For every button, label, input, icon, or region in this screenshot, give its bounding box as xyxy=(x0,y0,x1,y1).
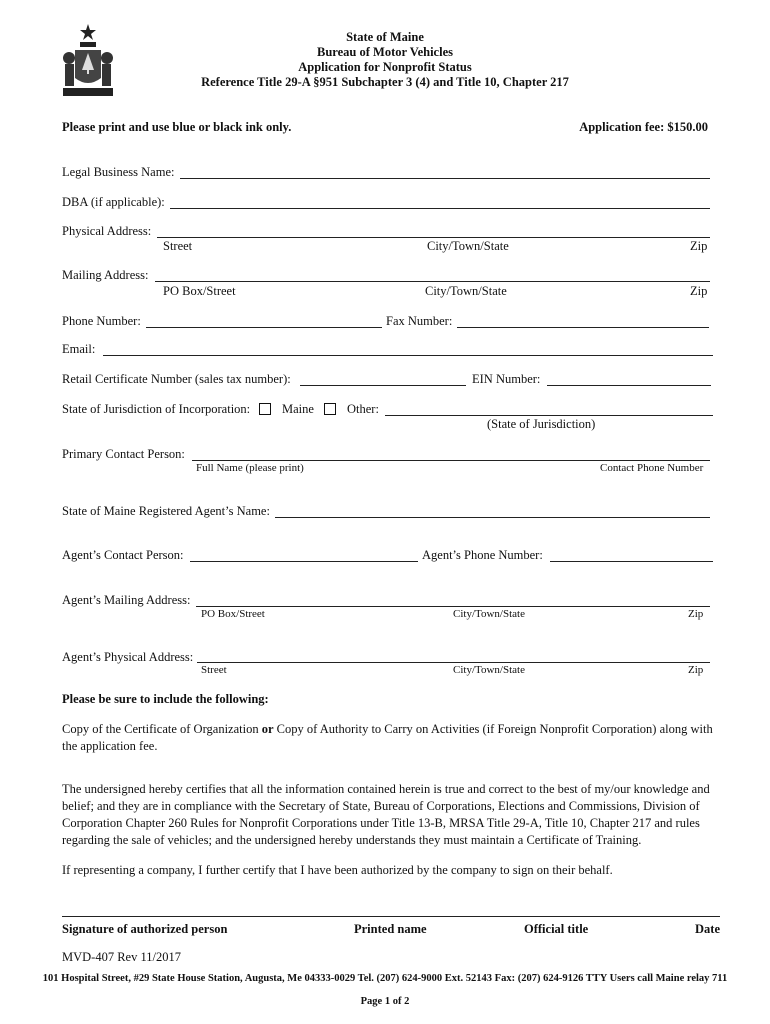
agent-contact-label: Agent’s Contact Person: xyxy=(62,548,184,562)
include-requirements xyxy=(62,721,716,755)
agent-physical-field[interactable] xyxy=(197,662,710,663)
header-bureau: Bureau of Motor Vehicles xyxy=(317,45,453,59)
header-title: State of Maine xyxy=(346,30,424,44)
agent-physical-label: Agent’s Physical Address: xyxy=(62,650,194,664)
company-authorization: If representing a company, I further certify that I have been authorized by the company to sign on their behalf. xyxy=(62,863,613,877)
header-reference: Reference Title 29-A §951 Subchapter 3 (4) and Title 10, Chapter 217 xyxy=(201,75,569,89)
legal-name-label: Legal Business Name: xyxy=(62,165,175,179)
fax-label: Fax Number: xyxy=(386,314,453,328)
primary-contact-label: Primary Contact Person: xyxy=(62,447,185,461)
date-caption: Date xyxy=(695,922,720,936)
primary-contact-field[interactable] xyxy=(192,460,710,461)
header-form-title: Application for Nonprofit Status xyxy=(298,60,472,74)
email-field[interactable] xyxy=(103,355,713,356)
mailing-city-caption: City/Town/State xyxy=(425,284,507,298)
certification-paragraph: The undersigned hereby certifies that all the information contained herein is true and correct to the best of my/our knowledge and belief; and they are in compliance with the Secretary of State, Bureau of Corporations, Elections and Commissions, Division of Corporation Chapter 260 Rules for Nonprofit Corporations under Title 13-B, MRSA Title 29-A, Title 10, Chapter 217 and rules regarding the sale of vehicles; and the undersigned hereby understands they must maintain a Certificate of Training. xyxy=(62,782,710,847)
fax-field[interactable] xyxy=(457,327,709,328)
mailing-pobox-caption: PO Box/Street xyxy=(163,284,236,298)
form-id: MVD-407 Rev 11/2017 xyxy=(62,950,181,964)
ink-instructions: Please print and use blue or black ink only. xyxy=(62,120,292,134)
state-of-jurisdiction-caption: (State of Jurisdiction) xyxy=(487,417,596,431)
mailing-zip-caption: Zip xyxy=(690,284,708,298)
mailing-address-label: Mailing Address: xyxy=(62,268,149,282)
email-label: Email: xyxy=(62,342,96,356)
phone-label: Phone Number: xyxy=(62,314,141,328)
agent-mailing-label: Agent’s Mailing Address: xyxy=(62,593,191,607)
legal-name-field[interactable] xyxy=(180,178,710,179)
retail-cert-label: Retail Certificate Number (sales tax number): xyxy=(62,372,291,386)
footer-address: 101 Hospital Street, #29 State House Station, Augusta, Me 04333-0029 Tel. (207) 624-9000 Ext. 52143 Fax: (207) 624-9126 TTY Users call Maine relay 711 xyxy=(42,973,728,984)
signature-caption: Signature of authorized person xyxy=(62,922,228,936)
maine-state-seal xyxy=(60,22,116,98)
other-checkbox[interactable] xyxy=(324,403,336,415)
agent-mailing-zip-caption: Zip xyxy=(688,608,704,620)
agent-mailing-pobox-caption: PO Box/Street xyxy=(201,608,265,620)
phone-field[interactable] xyxy=(146,327,382,328)
ein-field[interactable] xyxy=(547,385,711,386)
agent-physical-city-caption: City/Town/State xyxy=(453,664,525,676)
page-number: Page 1 of 2 xyxy=(360,996,410,1007)
dba-label: DBA (if applicable): xyxy=(62,195,165,209)
agent-physical-zip-caption: Zip xyxy=(688,664,704,676)
retail-cert-field[interactable] xyxy=(300,385,466,386)
agent-contact-field[interactable] xyxy=(190,561,418,562)
other-option-label: Other: xyxy=(347,402,379,416)
maine-checkbox[interactable] xyxy=(259,403,271,415)
include-text-or: or xyxy=(261,722,274,736)
signature-line[interactable] xyxy=(62,916,720,917)
physical-zip-caption: Zip xyxy=(690,239,708,253)
jurisdiction-label: State of Jurisdiction of Incorporation: xyxy=(62,402,251,416)
full-name-caption: Full Name (please print) xyxy=(196,462,304,474)
physical-address-field[interactable] xyxy=(157,237,710,238)
include-heading: Please be sure to include the following: xyxy=(62,692,269,706)
agent-mailing-city-caption: City/Town/State xyxy=(453,608,525,620)
maine-option-label: Maine xyxy=(282,402,314,416)
official-title-caption: Official title xyxy=(524,922,589,936)
agent-phone-field[interactable] xyxy=(550,561,713,562)
application-fee: Application fee: $150.00 xyxy=(579,120,708,134)
contact-phone-caption: Contact Phone Number xyxy=(600,462,704,474)
mailing-address-field[interactable] xyxy=(155,281,710,282)
printed-name-caption: Printed name xyxy=(354,922,427,936)
agent-name-field[interactable] xyxy=(275,517,710,518)
include-text-end: Copy of Authority to Carry on Activities (if Foreign Nonprofit Corporation) along with the application fee. xyxy=(62,722,713,753)
agent-phone-label: Agent’s Phone Number: xyxy=(422,548,543,562)
include-text-start: Copy of the Certificate of Organization xyxy=(62,722,262,736)
agent-name-label: State of Maine Registered Agent’s Name: xyxy=(62,504,270,518)
ein-label: EIN Number: xyxy=(472,372,541,386)
physical-address-label: Physical Address: xyxy=(62,224,152,238)
agent-physical-street-caption: Street xyxy=(201,664,227,676)
physical-city-caption: City/Town/State xyxy=(427,239,509,253)
other-jurisdiction-field[interactable] xyxy=(385,415,713,416)
dba-field[interactable] xyxy=(170,208,710,209)
agent-mailing-field[interactable] xyxy=(196,606,710,607)
physical-street-caption: Street xyxy=(163,239,193,253)
